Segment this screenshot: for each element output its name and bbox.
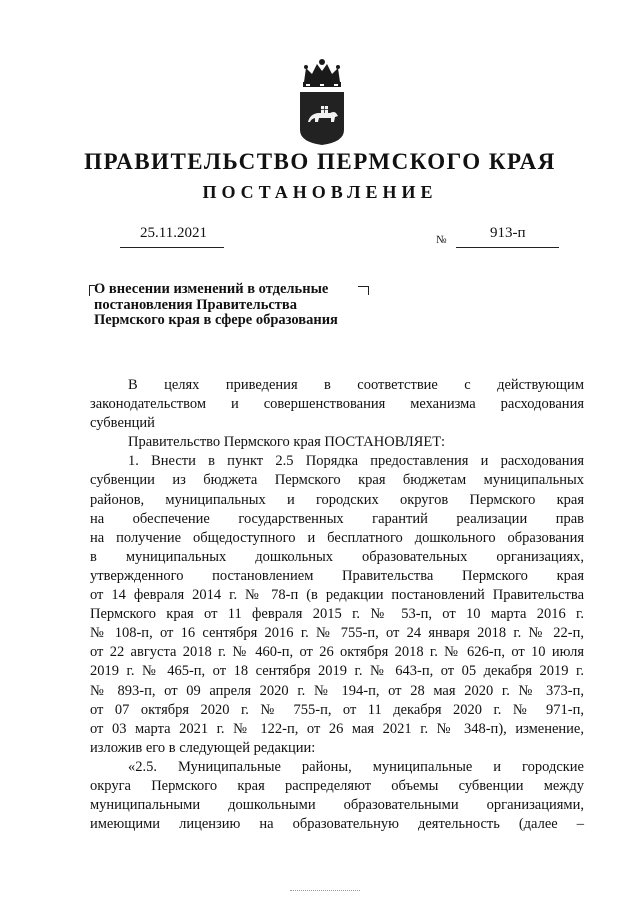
subject-line: постановления Правительства [94, 296, 297, 313]
body-line: от 07 октября 2020 г. № 755-п, от 11 декабря 2020 г. № 971-п, [90, 701, 584, 718]
decree-number: 913-п [490, 225, 526, 241]
body-line: в муниципальных дошкольных образовательных организациях, [90, 548, 584, 565]
body-line: на обеспечение государственных гарантий реализации прав [90, 510, 584, 527]
body-line: «2.5. Муниципальные районы, муниципальные и городские [128, 758, 584, 775]
body-line: районов, муниципальных и городских округов Пермского края [90, 491, 584, 508]
body-line: от 22 августа 2018 г. № 460-п, от 26 октября 2018 г. № 626-п, от 10 июля [90, 644, 584, 661]
page-edge-mark [290, 890, 360, 891]
date-underline [120, 247, 224, 248]
body-line: № 893-п, от 09 апреля 2020 г. № 194-п, от 28 мая 2020 г. № 373-п, [90, 682, 584, 699]
subject-line: О внесении изменений в отдельные [94, 281, 329, 297]
body-line: законодательством и совершенствования механизма расходования [90, 396, 584, 413]
number-sign: № [436, 234, 447, 246]
decree-date: 25.11.2021 [140, 225, 207, 241]
body-line: муниципальными дошкольными образовательными организациями, [90, 797, 584, 814]
body-line: от 03 марта 2021 г. № 122-п, от 26 мая 2021 г. № 348-п), изменение, [90, 720, 584, 737]
decree-subject [94, 282, 364, 329]
body-line: субвенции из бюджета Пермского края бюджетам муниципальных [90, 472, 584, 489]
decree-body [90, 376, 584, 834]
subject-line: Пермского края в сфере образования [94, 312, 338, 328]
body-line: субвенций [90, 415, 155, 432]
body-line: 2019 г. № 465-п, от 18 сентября 2019 г. № 643-п, от 05 декабря 2019 г. [90, 663, 584, 680]
body-line: имеющими лицензию на образовательную деятельность (далее – [90, 816, 584, 833]
body-line: утвержденного постановлением Правительства Пермского края [90, 567, 584, 584]
body-line: Пермского края от 11 февраля 2015 г. № 53-п, от 10 марта 2016 г. [90, 606, 584, 623]
body-line: № 108-п, от 16 сентября 2016 г. № 755-п, от 24 января 2018 г. № 22-п, [90, 625, 584, 642]
body-line: округа Пермского края распределяют объемы субвенции между [90, 777, 584, 794]
body-line: от 14 февраля 2014 г. № 78-п (в редакции постановлений Правительства [90, 587, 584, 604]
body-line: Правительство Пермского края ПОСТАНОВЛЯЕТ: [128, 434, 446, 451]
number-underline [456, 247, 559, 248]
body-line: В целях приведения в соответствие с действующим [128, 377, 584, 393]
perm-krai-coat-of-arms-icon [296, 56, 348, 146]
body-line: 1. Внести в пункт 2.5 Порядка предоставления и расходования [128, 453, 584, 470]
body-line: изложив его в следующей редакции: [90, 739, 316, 756]
government-title: ПРАВИТЕЛЬСТВО ПЕРМСКОГО КРАЯ [84, 149, 556, 174]
body-line: на получение общедоступного и бесплатного дошкольного образования [90, 529, 584, 546]
decree-title: ПОСТАНОВЛЕНИЕ [202, 182, 438, 202]
